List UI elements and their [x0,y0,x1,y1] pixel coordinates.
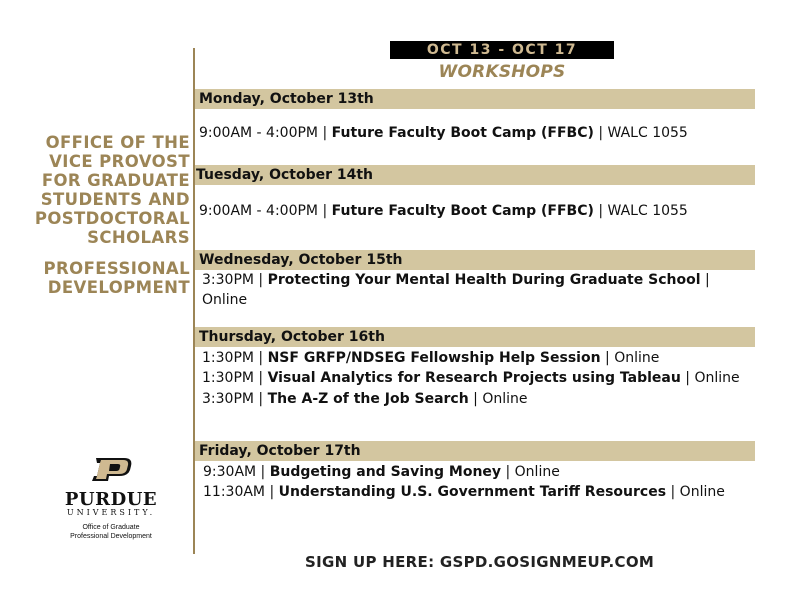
event-title: Understanding U.S. Government Tariff Resources [278,484,667,500]
department-name [44,259,190,297]
event-time: 11:30AM [203,484,266,500]
day-heading-monday: Monday, October 13th [195,89,755,109]
event-title: Future Faculty Boot Camp (FFBC) [331,203,594,219]
purdue-logo [56,457,166,541]
office-line: SCHOLARS [87,228,190,247]
office-name [35,133,190,247]
office-line: VICE PROVOST [49,152,190,171]
event-item: 1:30PM | Visual Analytics for Research Projects using Tableau | Online [202,370,740,386]
event-item: 3:30PM | Protecting Your Mental Health During Graduate School | Online [202,272,710,308]
office-line: OFFICE OF THE [45,133,190,152]
event-time: 9:00AM - 4:00PM [199,125,319,141]
event-time: 1:30PM [202,350,254,366]
event-title: Protecting Your Mental Health During Graduate School [267,272,701,288]
date-range-badge: OCT 13 - OCT 17 [390,41,614,59]
event-location: Online [482,391,528,407]
office-line: STUDENTS AND [40,190,190,209]
event-location: WALC 1055 [607,203,688,219]
event-item: 9:30AM | Budgeting and Saving Money | Online [203,464,560,480]
event-location: Online [679,484,725,500]
day-heading-thursday: Thursday, October 16th [195,327,755,347]
event-location: Online [514,464,560,480]
day-heading-wednesday: Wednesday, October 15th [195,250,755,270]
event-item: 9:00AM - 4:00PM | Future Faculty Boot Camp (FFBC) | WALC 1055 [199,125,688,141]
event-title: NSF GRFP/NDSEG Fellowship Help Session [267,350,601,366]
office-line: POSTDOCTORAL [34,209,190,228]
day-heading-friday: Friday, October 17th [195,441,755,461]
department-line: DEVELOPMENT [47,278,190,297]
logo-office-name: Office of Graduate Professional Development [70,524,152,540]
event-location: Online [614,350,660,366]
event-item: 11:30AM | Understanding U.S. Government Tariff Resources | Online [203,484,725,500]
logo-university: UNIVERSITY. [66,508,156,517]
event-time: 1:30PM [202,370,254,386]
page-subtitle: WORKSHOPS [438,62,566,82]
event-location: Online [202,292,248,308]
office-line: FOR GRADUATE [41,171,190,190]
event-item: 3:30PM | The A-Z of the Job Search | Online [202,391,528,407]
event-time: 9:30AM [203,464,257,480]
purdue-p-icon [88,457,134,483]
event-location: WALC 1055 [607,125,688,141]
department-line: PROFESSIONAL [43,259,190,278]
divider-line [193,48,195,554]
signup-link[interactable]: SIGN UP HERE: GSPD.GOSIGNMEUP.COM [305,553,655,571]
event-item: 9:00AM - 4:00PM | Future Faculty Boot Camp (FFBC) | WALC 1055 [199,203,688,219]
day-heading-tuesday: Tuesday, October 14th [195,165,755,185]
event-location: Online [694,370,740,386]
event-title: Visual Analytics for Research Projects using Tableau [267,370,681,386]
event-title: Future Faculty Boot Camp (FFBC) [331,125,594,141]
event-time: 3:30PM [202,272,254,288]
event-time: 3:30PM [202,391,254,407]
logo-wordmark: PURDUE [64,489,158,510]
event-time: 9:00AM - 4:00PM [199,203,319,219]
event-item: 1:30PM | NSF GRFP/NDSEG Fellowship Help Session | Online [202,350,660,366]
event-title: The A-Z of the Job Search [267,391,469,407]
event-title: Budgeting and Saving Money [269,464,502,480]
